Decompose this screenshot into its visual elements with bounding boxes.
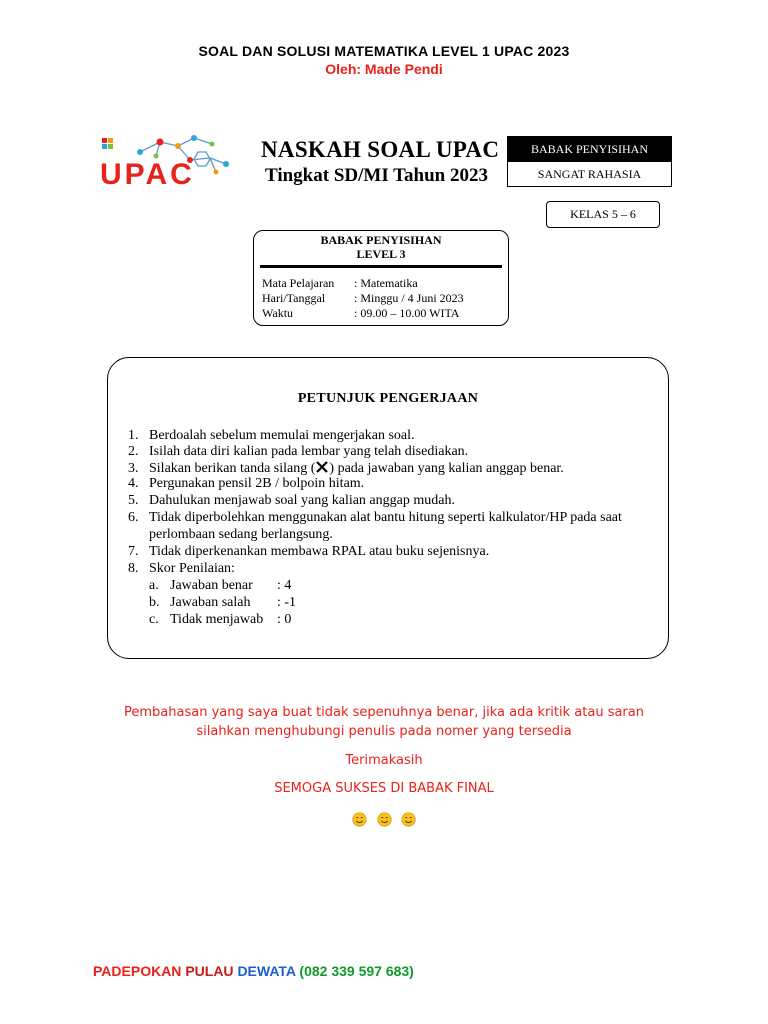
footer-contact [93, 963, 414, 979]
instruction-item: 3. Silakan berikan tanda silang ( ) pada jawaban yang kalian anggap benar. [128, 461, 564, 476]
good-luck-text: SEMOGA SUKSES DI BABAK FINAL [274, 781, 494, 796]
smiley-icon [401, 812, 416, 827]
info-row-date: Hari/Tanggal : Minggu / 4 Juni 2023 [262, 291, 464, 305]
footer-phone: (082 339 597 683) [299, 963, 414, 979]
round-badge: BABAK PENYISIHAN [507, 136, 672, 162]
score-row-wrong: b. Jawaban salah : -1 [149, 595, 297, 610]
footer-dewata: DEWATA [237, 963, 296, 979]
instruction-item: 8. Skor Penilaian: [128, 561, 235, 576]
score-row-correct: a. Jawaban benar : 4 [149, 578, 292, 593]
smiley-icon [377, 812, 392, 827]
instruction-item: 2. Isilah data diri kalian pada lembar yang telah disediakan. [128, 444, 469, 459]
instruction-item: 5. Dahulukan menjawab soal yang kalian anggap mudah. [128, 493, 455, 508]
footer-padepokan: PADEPOKAN [93, 963, 182, 979]
document-title: SOAL DAN SOLUSI MATEMATIKA LEVEL 1 UPAC 2023 [198, 43, 570, 59]
instruction-continuation: perlombaan sedang berlangsung. [149, 527, 333, 542]
thanks-text: Terimakasih [345, 753, 423, 768]
confidential-badge: SANGAT RAHASIA [507, 161, 672, 187]
logo-wordmark: UPAC [100, 158, 195, 191]
info-heading: BABAK PENYISIHAN [320, 233, 442, 247]
instruction-item: 6. Tidak diperbolehkan menggunakan alat bantu hitung seperti kalkulator/HP pada saat [128, 510, 622, 525]
instructions-box [107, 357, 669, 659]
instructions-title: PETUNJUK PENGERJAAN [297, 391, 479, 406]
instruction-item: 7. Tidak diperkenankan membawa RPAL atau buku sejenisnya. [128, 544, 490, 559]
info-divider [260, 265, 502, 268]
exam-info-box [253, 230, 509, 326]
footer-pulau: PULAU [185, 963, 234, 979]
instruction-item: 1. Berdoalah sebelum memulai mengerjakan soal. [128, 428, 415, 443]
info-row-time: Waktu : 09.00 – 10.00 WITA [262, 306, 460, 320]
note-line-1: Pembahasan yang saya buat tidak sepenuhnya benar, jika ada kritik atau saran [124, 705, 644, 720]
cross-mark-icon [315, 460, 329, 474]
exam-subtitle: Tingkat SD/MI Tahun 2023 [265, 165, 488, 186]
smiley-icon [352, 812, 367, 827]
class-badge: KELAS 5 – 6 [546, 201, 660, 228]
molecule-logo-icon [98, 128, 246, 194]
info-level: LEVEL 3 [356, 247, 406, 261]
instruction-item: 4. Pergunakan pensil 2B / bolpoin hitam. [128, 476, 365, 491]
exam-title: NASKAH SOAL UPAC [261, 137, 500, 162]
score-row-blank: c. Tidak menjawab : 0 [149, 612, 292, 627]
smiley-row [0, 809, 768, 828]
info-row-subject: Mata Pelajaran : Matematika [262, 276, 418, 290]
document-author: Oleh: Made Pendi [325, 61, 443, 77]
note-line-2: silahkan menghubungi penulis pada nomer yang tersedia [196, 724, 572, 739]
